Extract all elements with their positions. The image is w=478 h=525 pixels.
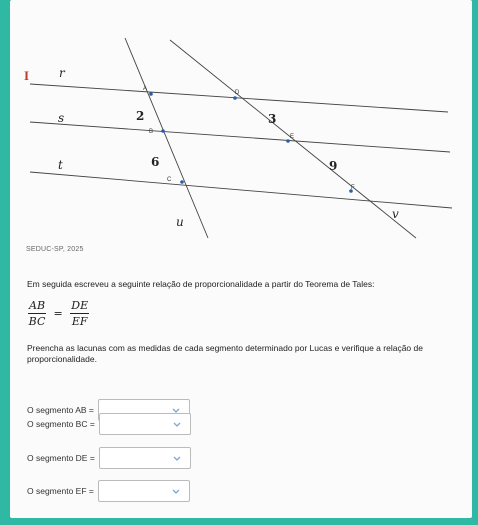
chevron-down-icon <box>172 453 182 463</box>
chevron-down-icon <box>171 486 181 496</box>
fraction-left-numerator: AB <box>29 299 46 312</box>
line-r <box>30 84 448 112</box>
fraction-left-denominator: BC <box>28 315 46 328</box>
intro-text: Em seguida escreveu a seguinte relação de proporcionalidade a partir do Teorema de Tales: <box>27 279 375 289</box>
label-D: D <box>235 90 240 96</box>
select-bc[interactable] <box>99 413 191 435</box>
field-label-ef: O segmento EF = <box>27 486 94 496</box>
point-D <box>233 96 237 100</box>
label-u: u <box>176 215 184 229</box>
field-row-bc-main <box>27 412 191 436</box>
chevron-down-icon <box>172 419 182 429</box>
line-s <box>30 122 450 152</box>
label-C: C <box>167 177 172 183</box>
instruction-text: Preencha as lacunas com as medidas de cada segmento determinado por Lucas e verifique a relação de proporcionalidade. <box>27 343 423 364</box>
label-v: v <box>392 207 399 221</box>
measure-DE: 3 <box>268 112 277 126</box>
fraction-right <box>70 299 89 328</box>
line-u <box>125 38 208 238</box>
label-s: s <box>58 111 65 125</box>
field-label-bc: O segmento BC = <box>27 419 95 429</box>
proportion-formula <box>28 299 89 328</box>
fraction-right-numerator: DE <box>71 299 89 312</box>
question-card <box>10 0 472 518</box>
label-r: r <box>59 66 65 80</box>
label-E: E <box>290 134 295 140</box>
equals-sign: = <box>53 307 63 320</box>
label-A: A <box>143 86 148 92</box>
select-ef[interactable] <box>98 480 190 502</box>
measure-AB: 2 <box>136 109 145 123</box>
point-B <box>161 129 165 133</box>
point-A <box>149 92 153 96</box>
field-label-ab: O segmento AB = <box>27 405 94 415</box>
line-t <box>30 172 452 208</box>
fraction-left <box>28 299 46 328</box>
label-B: B <box>149 129 154 135</box>
text-cursor-icon: I <box>24 68 30 83</box>
thales-figure <box>10 0 472 250</box>
image-credit: SEDUC-SP, 2025 <box>26 246 84 253</box>
point-C <box>180 180 184 184</box>
measure-EF: 9 <box>329 159 338 173</box>
fraction-right-denominator: EF <box>71 315 88 328</box>
bottom-accent-strip <box>0 518 478 525</box>
select-de[interactable] <box>99 447 191 469</box>
field-label-de: O segmento DE = <box>27 453 95 463</box>
label-t: t <box>58 158 63 172</box>
measure-BC: 6 <box>151 155 160 169</box>
field-row-de <box>27 446 191 470</box>
label-F: F <box>351 185 355 191</box>
field-row-ef <box>27 479 190 503</box>
